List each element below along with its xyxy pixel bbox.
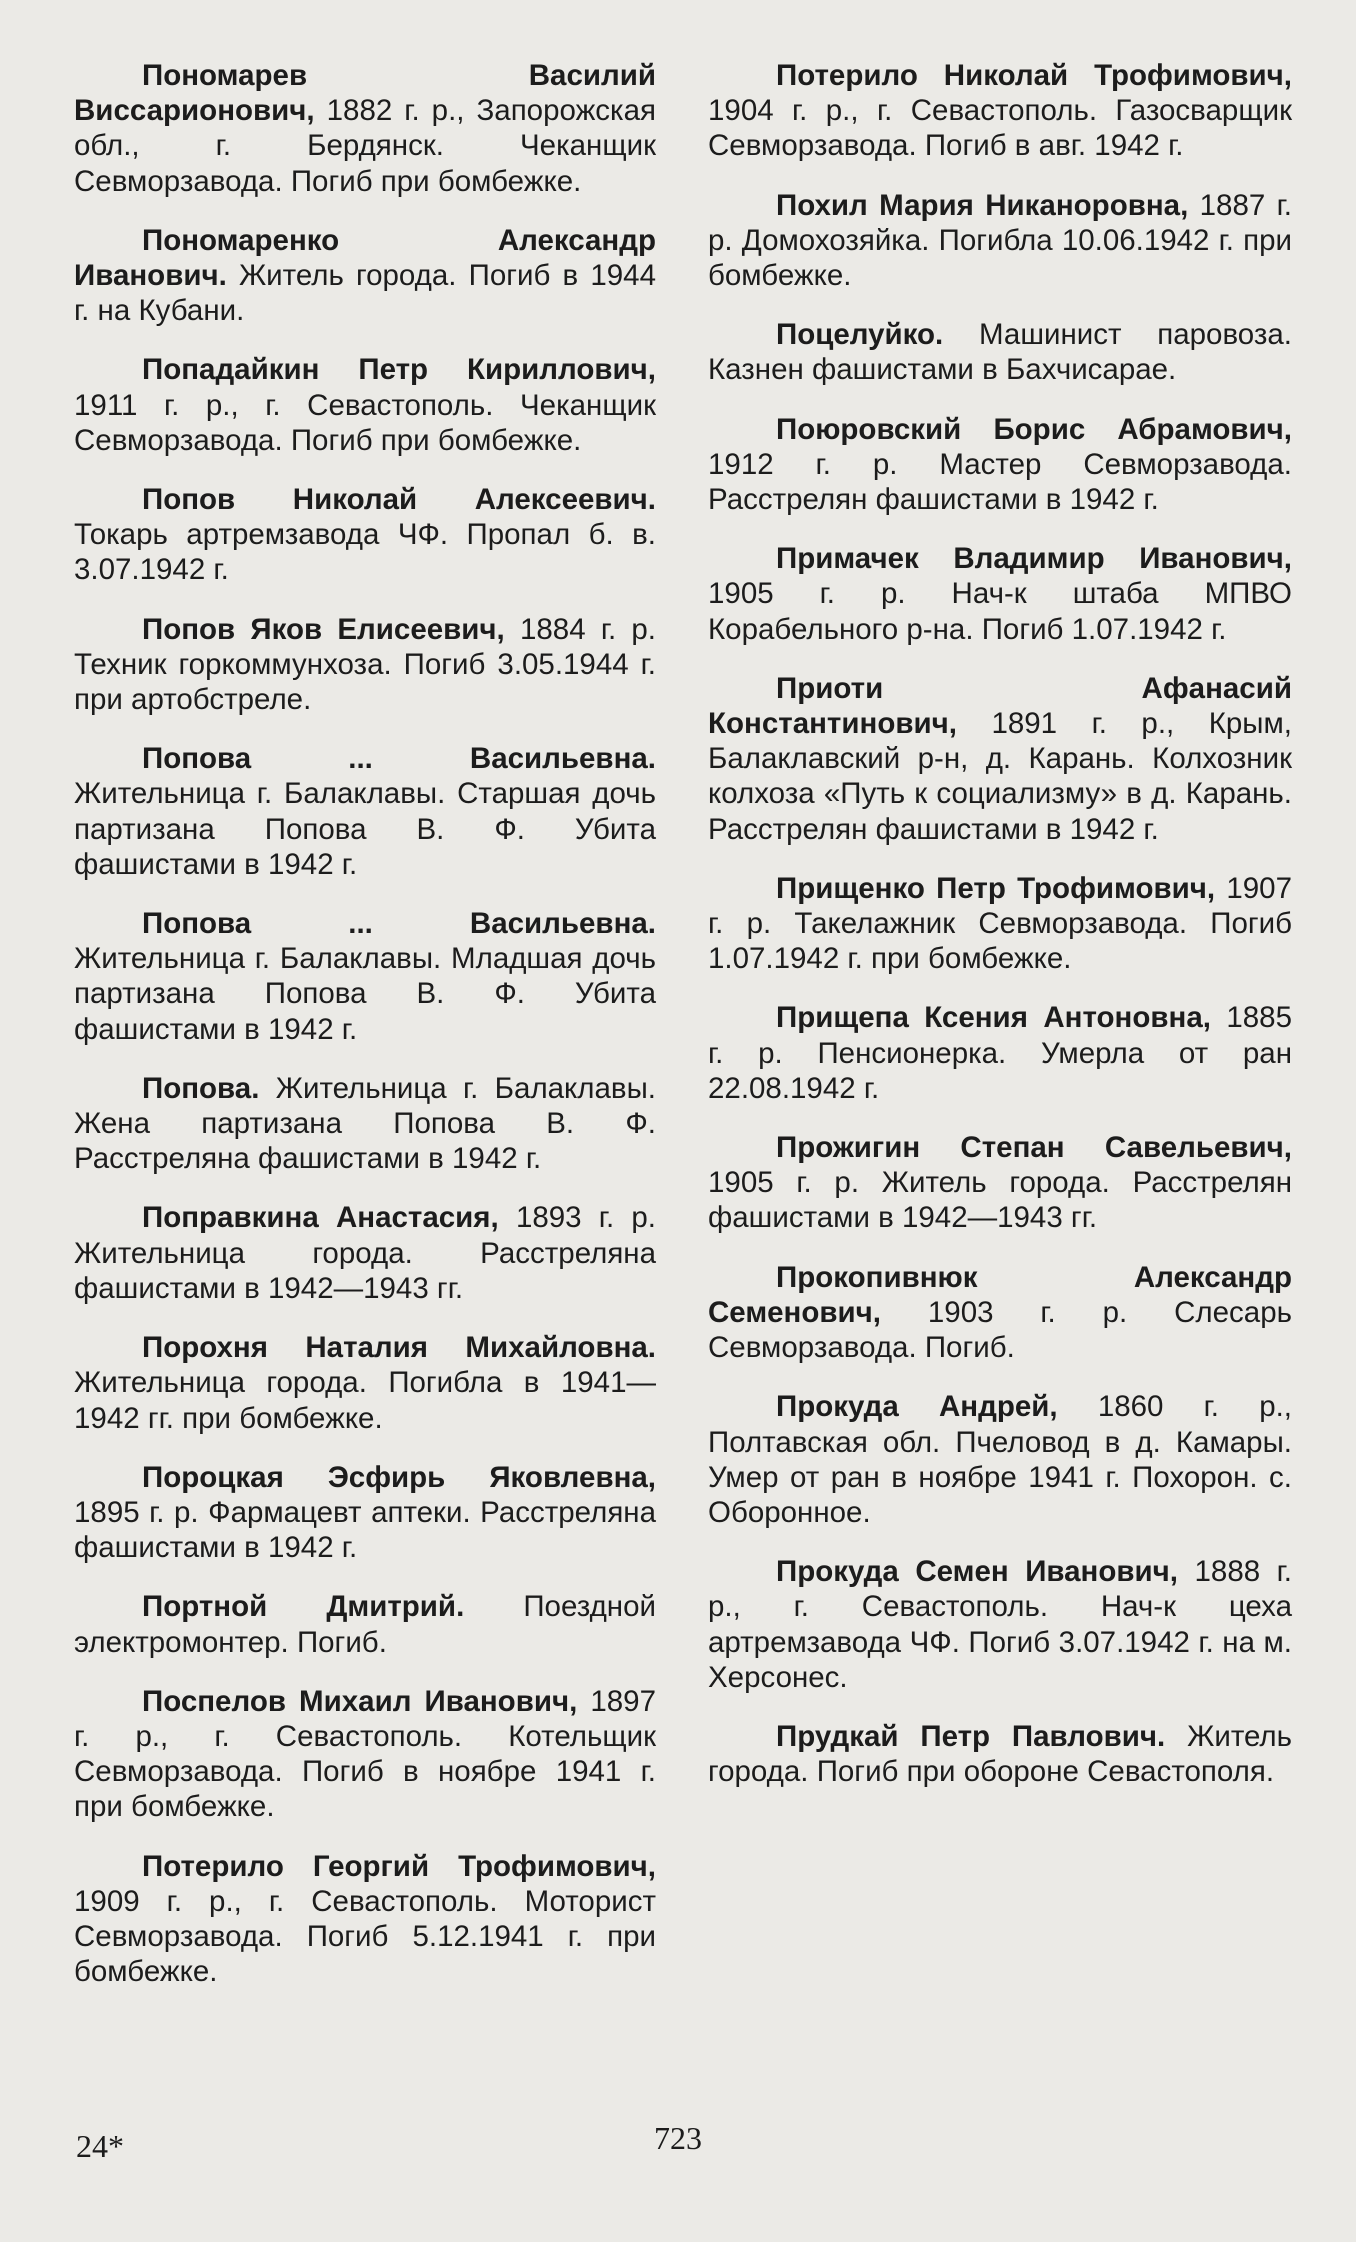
person-name: Пономаренко Александр Иванович. [74, 223, 656, 293]
person-details: 1903 г. р. Слесарь Севморзавода. Погиб. [708, 1295, 1292, 1365]
person-details: 1882 г. р., Запорожская обл., г. Бердянск. Чеканщик Севморзавода. Погиб при бомбежке. [74, 94, 656, 198]
person-name: Приоти Афанасий Константинович, [708, 671, 1292, 741]
memorial-entry [708, 412, 1292, 518]
memorial-entry [74, 1589, 656, 1659]
person-name: Попова ... Васильевна. [142, 907, 656, 941]
person-name: Поюровский Борис Абрамович, [776, 412, 1292, 446]
memorial-entry [708, 1000, 1292, 1106]
memorial-entry [708, 317, 1292, 387]
person-name: Прожигин Степан Савельевич, [776, 1131, 1292, 1165]
person-details: 1911 г. р., г. Севастополь. Чеканщик Севморзавода. Погиб при бомбежке. [74, 388, 656, 457]
person-name: Попов Николай Алексеевич. [142, 483, 656, 517]
person-name: Прокопивнюк Александр Семенович, [708, 1260, 1292, 1329]
person-name: Прищенко Петр Трофимович, [776, 871, 1216, 905]
person-name: Потерило Георгий Трофимович, [142, 1849, 656, 1883]
person-details: Жительница г. Балаклавы. Жена партизана Попова В. Ф. Расстреляна фашистами в 1942 г. [74, 1071, 656, 1176]
person-name: Попадайкин Петр Кириллович, [142, 353, 656, 387]
person-name: Порохня Наталия Михайловна. [142, 1331, 656, 1365]
person-details: Жительница г. Балаклавы. Младшая дочь партизана Попова В. Ф. Убита фашистами в 1942 г. [74, 942, 656, 1046]
person-details: Житель города. Погиб при обороне Севастополя. [708, 1719, 1293, 1789]
person-details: 1897 г. р., г. Севастополь. Котельщик Севморзавода. Погиб в ноябре 1941 г. при бомбежке. [74, 1684, 656, 1824]
person-name: Потерило Николай Трофимович, [776, 59, 1292, 92]
memorial-entry [74, 1200, 656, 1306]
memorial-entry [74, 906, 656, 1047]
person-details: 1887 г. р. Домохозяйка. Погибла 10.06.1942 г. при бомбежке. [708, 188, 1292, 293]
memorial-entry [708, 58, 1292, 164]
person-name: Попова. [142, 1071, 260, 1105]
person-details: 1884 г. р. Техник горкоммунхоза. Погиб 3.05.1944 г. при артобстреле. [74, 612, 657, 717]
memorial-entry [74, 1460, 656, 1566]
left-column [74, 58, 656, 2013]
person-name: Прудкай Петр Павлович. [776, 1719, 1166, 1753]
person-details: Житель города. Погиб в 1944 г. на Кубани. [74, 259, 656, 328]
person-details: 1909 г. р., г. Севастополь. Моторист Севморзавода. Погиб 5.12.1941 г. при бомбежке. [74, 1884, 656, 1989]
person-details: Жительница города. Погибла в 1941—1942 гг. при бомбежке. [74, 1366, 656, 1435]
person-name: Пороцкая Эсфирь Яковлевна, [142, 1460, 656, 1494]
memorial-entry [708, 541, 1292, 647]
memorial-entry [74, 223, 656, 329]
memorial-entry [74, 58, 656, 199]
memorial-entry [708, 1554, 1292, 1695]
memorial-entry [74, 1071, 656, 1177]
memorial-entry [708, 871, 1292, 977]
person-details: Жительница г. Балаклавы. Старшая дочь партизана Попова В. Ф. Убита фашистами в 1942 г. [74, 777, 656, 881]
memorial-entry [708, 1130, 1292, 1236]
page-number: 723 [654, 2120, 702, 2156]
memorial-entry [74, 741, 656, 882]
person-name: Попова ... Васильевна. [142, 742, 656, 776]
person-details: 1885 г. р. Пенсионерка. Умерла от ран 22.08.1942 г. [708, 1001, 1292, 1105]
memorial-entry [708, 671, 1292, 847]
memorial-entry [74, 1849, 656, 1990]
person-details: 1891 г. р., Крым, Балаклавский р-н, д. Карань. Колхозник колхоза «Путь к социализму» в д. Карань. Расстрелян фашистами в 1942 г. [708, 707, 1292, 846]
memorial-entry [74, 1684, 656, 1825]
person-details: 1905 г. р. Нач-к штаба МПВО Корабельного р-на. Погиб 1.07.1942 г. [708, 577, 1292, 646]
person-details: 1860 г. р., Полтавская обл. Пчеловод в д. Камары. Умер от ран в ноябре 1941 г. Похорон. с. Оборонное. [708, 1390, 1292, 1529]
memorial-entry [74, 352, 656, 458]
signature-mark: 24* [76, 2128, 124, 2164]
person-name: Прокуда Семен Иванович, [776, 1555, 1178, 1589]
person-details: Токарь артремзавода ЧФ. Пропал б. в. 3.07.1942 г. [74, 518, 656, 587]
person-name: Примачек Владимир Иванович, [776, 542, 1292, 576]
right-column [708, 58, 1292, 1813]
memorial-entry [74, 482, 656, 588]
memorial-entry [74, 612, 656, 718]
memorial-entry [708, 1389, 1292, 1530]
person-name: Прищепа Ксения Антоновна, [776, 1001, 1211, 1035]
person-details: 1907 г. р. Такелажник Севморзавода. Погиб 1.07.1942 г. при бомбежке. [708, 871, 1292, 976]
person-details: 1904 г. р., г. Севастополь. Газосварщик Севморзавода. Погиб в авг. 1942 г. [708, 94, 1292, 163]
person-details: 1893 г. р. Жительница города. Расстреляна фашистами в 1942—1943 гг. [74, 1201, 656, 1305]
person-name: Поправкина Анастасия, [142, 1201, 499, 1235]
person-details: Поездной электромонтер. Погиб. [74, 1590, 656, 1659]
person-name: Портной Дмитрий. [142, 1590, 465, 1624]
person-details: 1888 г. р., г. Севастополь. Нач-к цеха артремзавода ЧФ. Погиб 3.07.1942 г. на м. Херсонес. [708, 1555, 1293, 1694]
person-name: Пономарев Василий Виссарионович, [74, 59, 656, 128]
memorial-entry [74, 1330, 656, 1436]
person-details: 1912 г. р. Мастер Севморзавода. Расстрелян фашистами в 1942 г. [708, 447, 1292, 517]
person-details: 1905 г. р. Житель города. Расстрелян фашистами в 1942—1943 гг. [708, 1166, 1292, 1235]
person-name: Поспелов Михаил Иванович, [142, 1684, 578, 1718]
memorial-entry [708, 188, 1292, 294]
person-details: Машинист паровоза. Казнен фашистами в Бахчисарае. [708, 318, 1292, 387]
person-name: Попов Яков Елисеевич, [142, 612, 505, 646]
person-name: Похил Мария Никаноровна, [776, 188, 1189, 222]
person-name: Поцелуйко. [776, 318, 944, 352]
person-details: 1895 г. р. Фармацевт аптеки. Расстреляна фашистами в 1942 г. [74, 1495, 656, 1565]
person-name: Прокуда Андрей, [776, 1390, 1058, 1424]
memorial-entry [708, 1719, 1292, 1789]
memorial-entry [708, 1260, 1292, 1366]
